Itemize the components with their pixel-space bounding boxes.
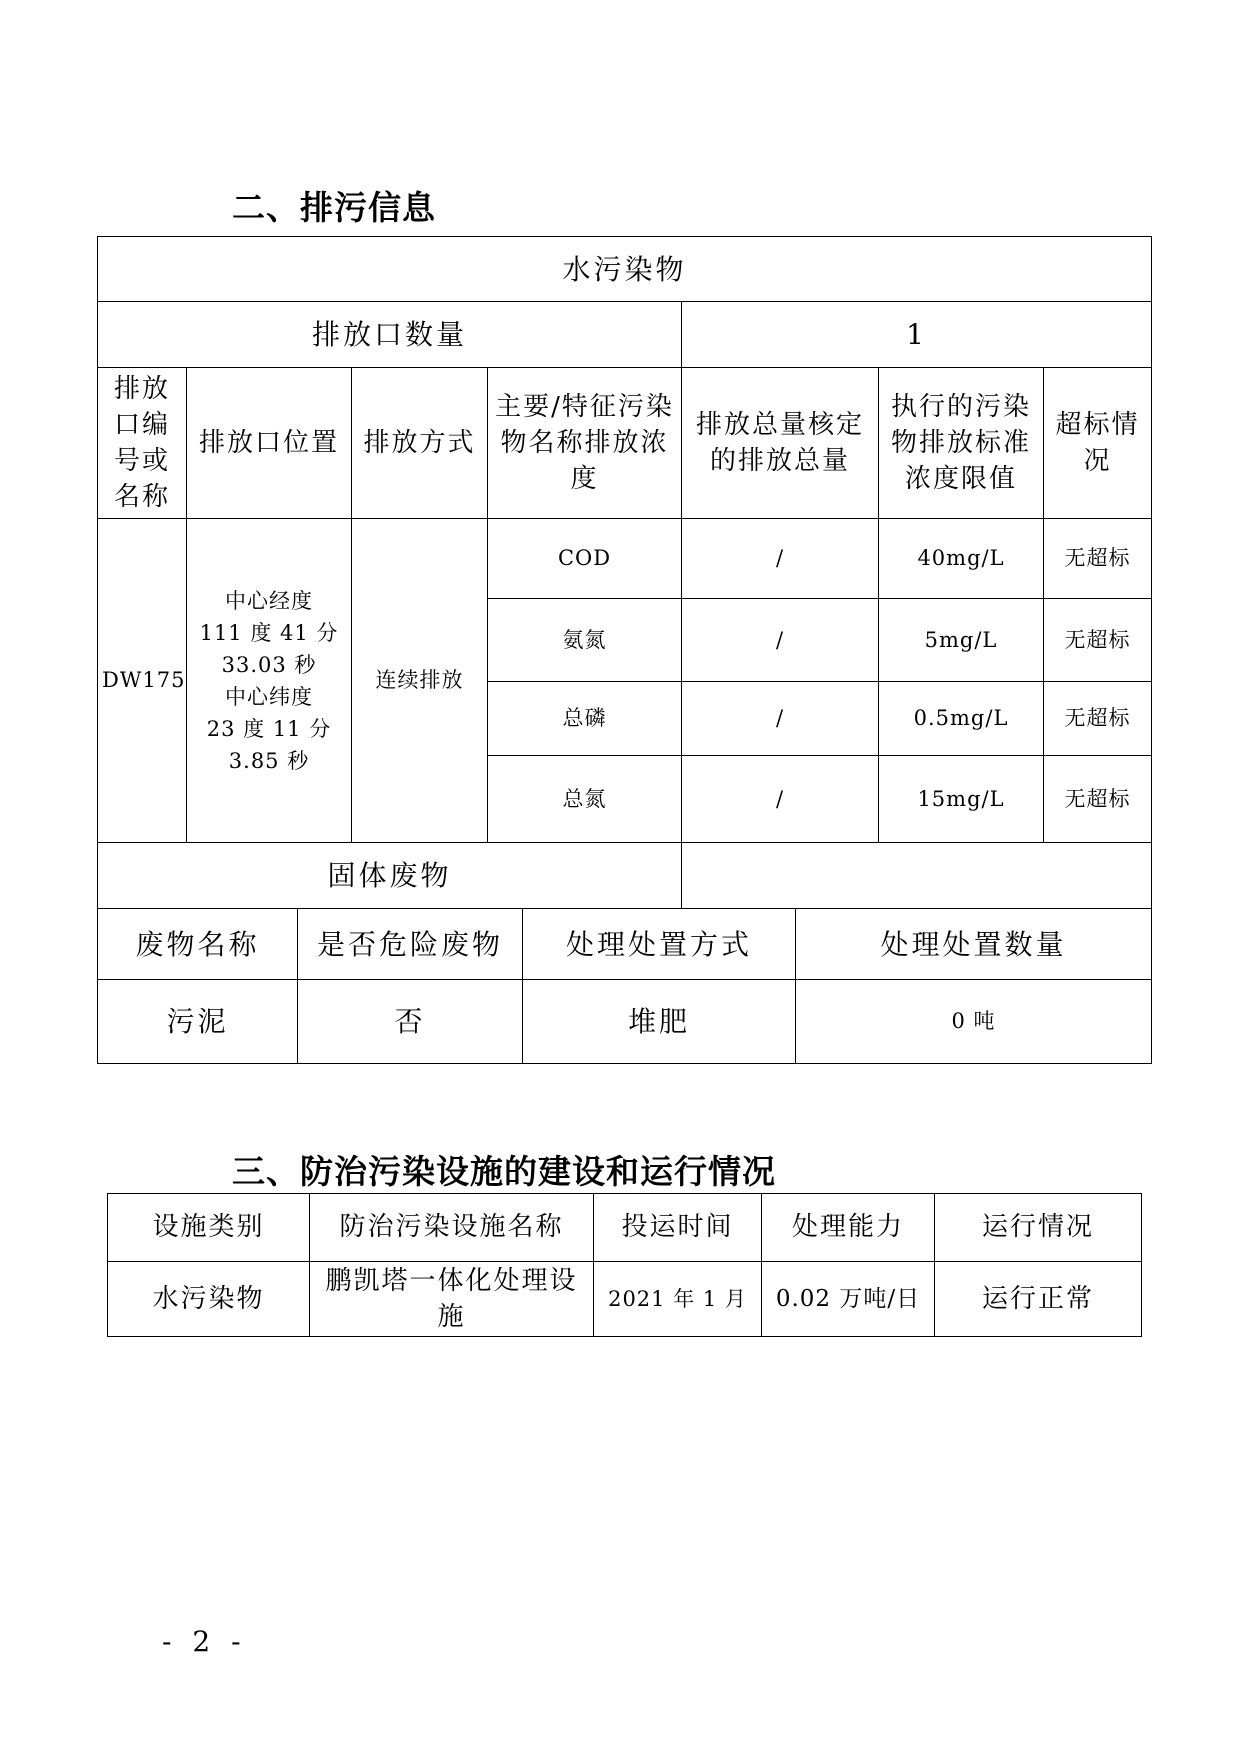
waste-disposal-method: 堆肥 (523, 980, 796, 1064)
header-operation-status: 运行情况 (935, 1194, 1142, 1262)
longitude-label: 中心经度 (225, 588, 313, 613)
header-exceed-status: 超标情况 (1044, 368, 1152, 519)
header-hazardous: 是否危险废物 (298, 909, 523, 980)
latitude-label: 中心纬度 (225, 684, 313, 709)
header-outlet-id: 排放口编号或名称 (98, 368, 187, 519)
standard-limit: 5mg/L (879, 599, 1044, 682)
facility-category: 水污染物 (108, 1262, 310, 1337)
exceed-status: 无超标 (1044, 756, 1152, 843)
longitude-seconds: 33.03 秒 (221, 652, 317, 677)
header-start-time: 投运时间 (594, 1194, 762, 1262)
solid-waste-title: 固体废物 (98, 843, 682, 909)
facility-capacity: 0.02 万吨/日 (762, 1262, 935, 1337)
exceed-status: 无超标 (1044, 682, 1152, 756)
outlet-count-value: 1 (682, 302, 1152, 368)
header-facility-name: 防治污染设施名称 (310, 1194, 594, 1262)
header-capacity: 处理能力 (762, 1194, 935, 1262)
waste-hazardous: 否 (298, 980, 523, 1064)
exceed-status: 无超标 (1044, 519, 1152, 599)
pollutant-name: COD (488, 519, 682, 599)
latitude-seconds: 3.85 秒 (228, 748, 310, 773)
total-discharge: / (682, 599, 879, 682)
header-disposal-quantity: 处理处置数量 (796, 909, 1152, 980)
standard-limit: 0.5mg/L (879, 682, 1044, 756)
pollutant-name: 总氮 (488, 756, 682, 843)
pollutant-name: 氨氮 (488, 599, 682, 682)
total-discharge: / (682, 756, 879, 843)
page-number: - 2 - (162, 1625, 247, 1658)
waste-name: 污泥 (98, 980, 298, 1064)
header-facility-category: 设施类别 (108, 1194, 310, 1262)
standard-limit: 15mg/L (879, 756, 1044, 843)
outlet-count-label: 排放口数量 (98, 302, 682, 368)
header-total-discharge: 排放总量核定的排放总量 (682, 368, 879, 519)
outlet-id: DW175 (98, 519, 187, 843)
header-standard-limit: 执行的污染物排放标准浓度限值 (879, 368, 1044, 519)
section2-title: 二、排污信息 (232, 188, 436, 227)
water-pollutant-table (97, 236, 1152, 909)
pollutant-name: 总磷 (488, 682, 682, 756)
latitude-degrees: 23 度 11 分 (206, 716, 332, 741)
total-discharge: / (682, 682, 879, 756)
header-waste-name: 废物名称 (98, 909, 298, 980)
header-discharge-method: 排放方式 (352, 368, 488, 519)
header-outlet-location: 排放口位置 (187, 368, 352, 519)
header-pollutant-name: 主要/特征污染物名称排放浓度 (488, 368, 682, 519)
water-pollutant-title: 水污染物 (98, 237, 1152, 302)
waste-disposal-quantity: 0 吨 (796, 980, 1152, 1064)
exceed-status: 无超标 (1044, 599, 1152, 682)
facility-table (107, 1193, 1142, 1337)
longitude-degrees: 111 度 41 分 (199, 620, 339, 645)
facility-start-time: 2021 年 1 月 (594, 1262, 762, 1337)
facility-name: 鹏凯塔一体化处理设施 (310, 1262, 594, 1337)
solid-waste-table (97, 908, 1152, 1064)
outlet-location (187, 519, 352, 843)
section3-title: 三、防治污染设施的建设和运行情况 (232, 1152, 776, 1191)
total-discharge: / (682, 519, 879, 599)
solid-waste-blank (682, 843, 1152, 909)
discharge-method: 连续排放 (352, 519, 488, 843)
header-disposal-method: 处理处置方式 (523, 909, 796, 980)
standard-limit: 40mg/L (879, 519, 1044, 599)
facility-operation-status: 运行正常 (935, 1262, 1142, 1337)
